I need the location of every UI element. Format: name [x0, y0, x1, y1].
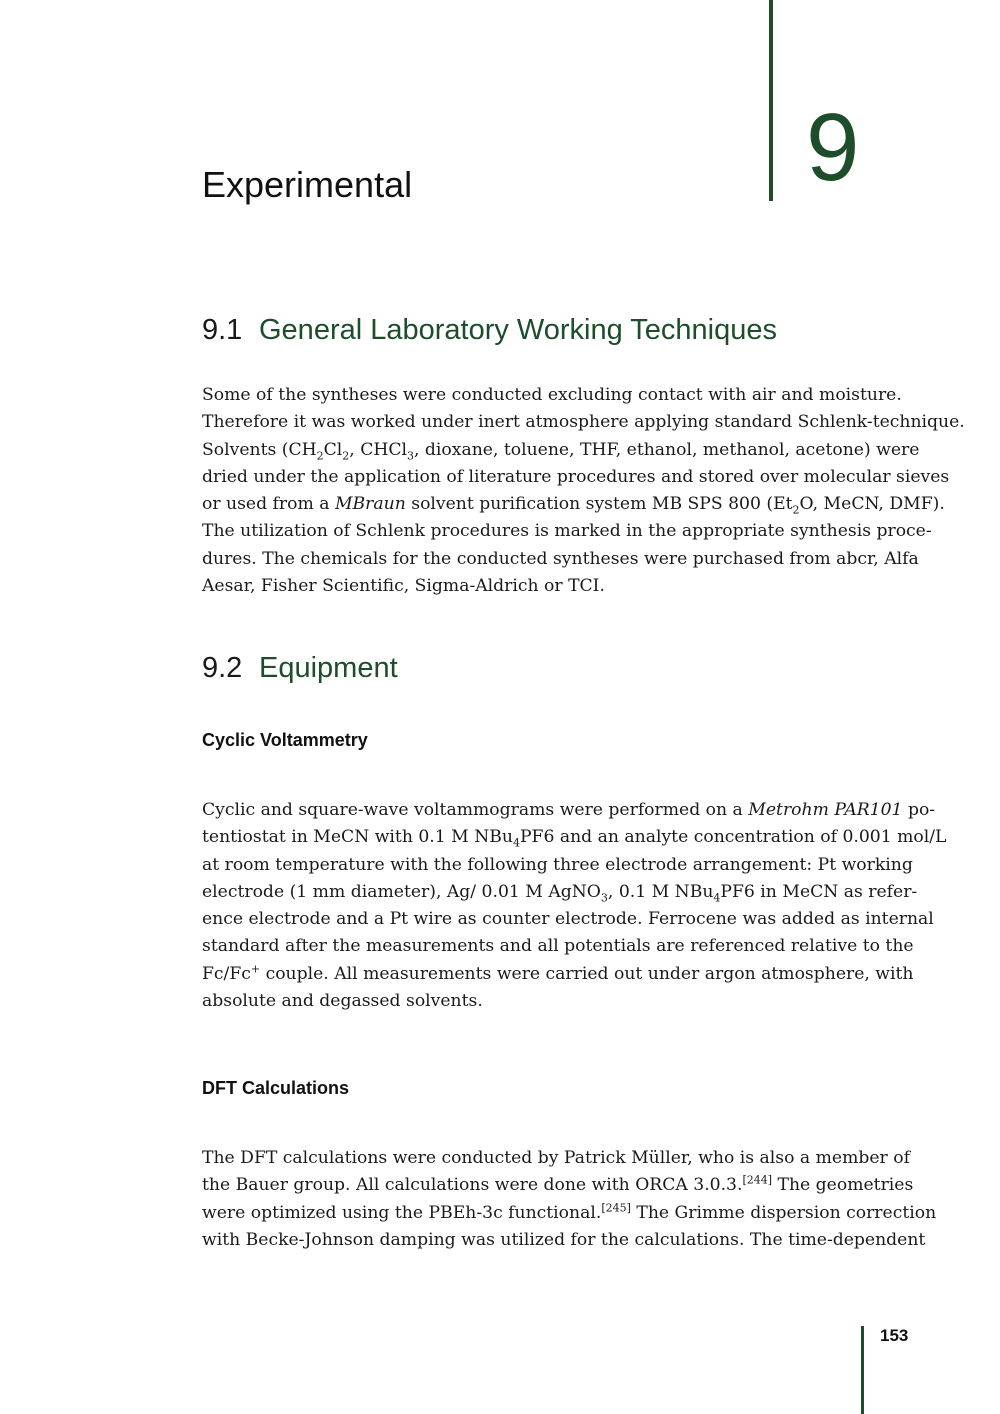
text-line: Some of the syntheses were conducted excluding contact with air and moisture. [202, 385, 902, 405]
text-line: Therefore it was worked under inert atmosphere applying standard Schlenk-technique. [202, 412, 965, 433]
paragraph-cyclic-voltammetry [202, 797, 947, 1015]
text-line: dures. The chemicals for the conducted syntheses were purchased from abcr, Alfa [202, 548, 919, 569]
paragraph-lab-techniques [202, 382, 965, 600]
text-line: standard after the measurements and all potentials are referenced relative to the [202, 936, 914, 957]
text-line: at room temperature with the following three electrode arrangement: Pt working [202, 854, 913, 875]
section-heading-9-1 [202, 315, 777, 347]
footer-rule [861, 1326, 864, 1414]
section-number: 9.2 [202, 652, 243, 684]
text-line: The DFT calculations were conducted by Patrick Müller, who is also a member of [202, 1148, 910, 1168]
text-line: The utilization of Schlenk procedures is marked in the appropriate synthesis proce- [202, 521, 932, 542]
text-line: dried under the application of literature procedures and stored over molecular sieves [202, 466, 950, 487]
section-title: Equipment [259, 652, 398, 684]
text-line: tentiostat in MeCN with 0.1 M NBu$_4$PF6 and an analyte concentration of 0.001 mol/L [202, 827, 947, 850]
text-line: Solvents ($CH_2Cl_2$, CHCl$_3$, dioxane, toluene, THF, ethanol, methanol, acetone) were [202, 439, 920, 463]
text-line: absolute and degassed solvents. [202, 991, 483, 1012]
text-line: Fc/Fc+ couple. All measurements were carried out under argon atmosphere, with [202, 962, 914, 984]
section-number: 9.1 [202, 314, 243, 346]
text-line: were optimized using the PBEh-3c functional.[245] The Grimme dispersion correction [202, 1200, 937, 1223]
page-number: 153 [880, 1326, 909, 1345]
subsection-heading-dft: DFT Calculations [202, 1078, 350, 1098]
section-title: General Laboratory Working Techniques [259, 314, 778, 346]
paragraph-dft-calculations [202, 1145, 937, 1254]
text-line: Cyclic and square-wave voltammograms were performed on a Metrohm PAR101 po- [202, 800, 936, 820]
text-line: or used from a MBraun solvent purification system MB SPS 800 ($Et_2O$, MeCN, DMF). [202, 494, 945, 517]
text-line: the Bauer group. All calculations were done with ORCA 3.0.3.[244] The geometries [202, 1173, 914, 1196]
section-heading-9-2 [202, 653, 398, 685]
text-line: Aesar, Fisher Scientific, Sigma-Aldrich or TCI. [202, 576, 605, 597]
text-line: ence electrode and a Pt wire as counter electrode. Ferrocene was added as internal [202, 909, 934, 930]
text-line: electrode (1 mm diameter), Ag/ 0.01 M AgNO$_3$, 0.1 M NBu$_4$PF6 in MeCN as refer- [202, 881, 918, 905]
text-line: with Becke-Johnson damping was utilized for the calculations. The time-dependent [202, 1229, 926, 1250]
chapter-rule [769, 0, 773, 201]
chapter-title: Experimental [202, 164, 413, 205]
subsection-heading-cv: Cyclic Voltammetry [202, 730, 368, 750]
chapter-number: 9 [806, 94, 860, 201]
